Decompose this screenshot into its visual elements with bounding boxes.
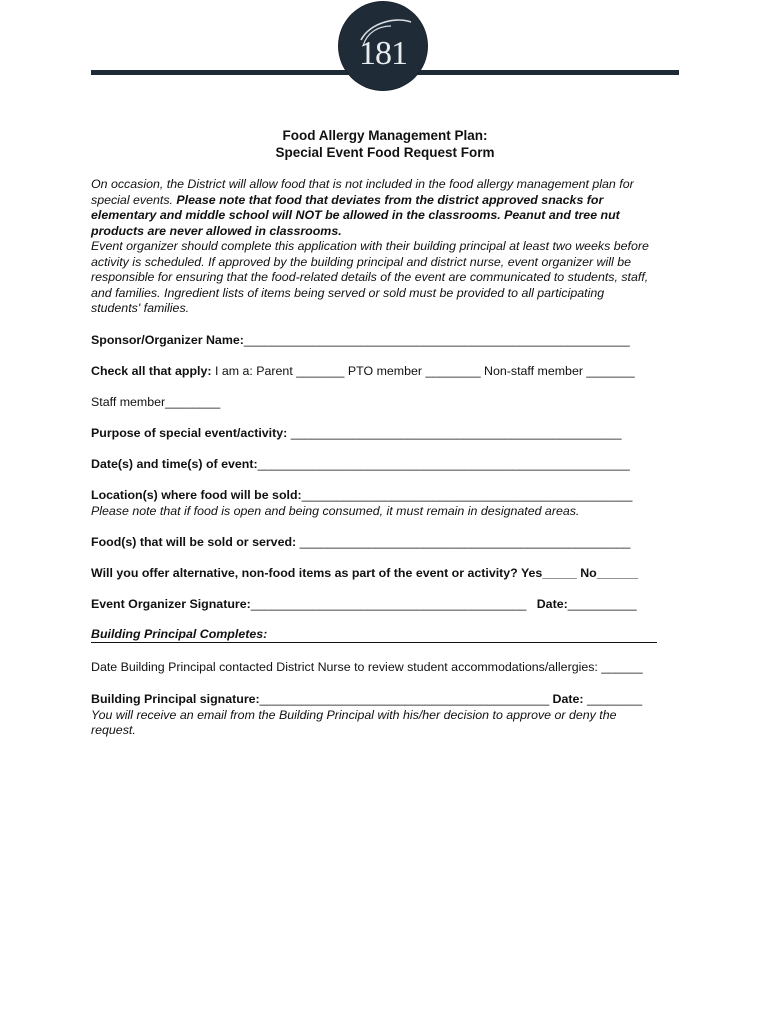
intro-warning: Please note that food that deviates from the district approved snacks for elementary and middle school will NOT be allowed in the classrooms. Peanut and tree nut products are never allowed in classrooms. — [91, 192, 620, 238]
dates-blank[interactable]: ______________________________________________________ — [257, 457, 630, 471]
sponsor-field[interactable] — [91, 333, 657, 349]
intro-text: On occasion, the District will allow food that is not included in the food allergy management plan for special events. — [91, 177, 634, 207]
district-logo — [339, 2, 427, 90]
purpose-field[interactable] — [91, 426, 657, 442]
sponsor-label: Sponsor/Organizer Name: — [91, 333, 244, 347]
staff-member-text[interactable]: Staff member________ — [91, 395, 221, 409]
purpose-blank[interactable]: ________________________________________________ — [287, 426, 622, 440]
principal-signature-field[interactable] — [91, 692, 657, 739]
dates-label: Date(s) and time(s) of event: — [91, 457, 258, 471]
nurse-contact-text[interactable]: Date Building Principal contacted District Nurse to review student accommodations/allergies: ______ — [91, 660, 643, 674]
organizer-signature-blank[interactable]: ________________________________________ — [250, 597, 527, 611]
principal-date-blank[interactable]: ________ — [586, 692, 643, 706]
alternative-field[interactable] — [91, 566, 657, 582]
dates-field[interactable] — [91, 457, 657, 473]
alternative-label[interactable]: Will you offer alternative, non-food items as part of the event or activity? Yes_____ No______ — [91, 566, 639, 580]
location-note: Please note that if food is open and being consumed, it must remain in designated areas. — [91, 503, 580, 518]
staff-member-option[interactable] — [91, 395, 657, 411]
foods-blank[interactable]: ________________________________________________ — [296, 535, 631, 549]
intro-instructions: Event organizer should complete this application with their building principal at least two weeks before activity is scheduled. If approved by the building principal and district nurse, event organizer will be responsible for ensuring that the food-related details of the event are communicated to students, staff, and families. Ingredient lists of items being served or sold must be provided to all participating students' families. — [91, 239, 649, 315]
role-options[interactable]: I am a: Parent _______ PTO member ________ Non-staff member _______ — [211, 364, 635, 378]
principal-signature-blank[interactable]: __________________________________________ — [259, 692, 550, 706]
organizer-date-blank[interactable]: __________ — [567, 597, 637, 611]
foods-label: Food(s) that will be sold or served: — [91, 535, 297, 549]
principal-note: You will receive an email from the Building Principal with his/her decision to approve or deny the request. — [91, 707, 617, 737]
sponsor-blank[interactable]: ________________________________________________________ — [243, 333, 630, 347]
principal-signature-label: Building Principal signature: — [91, 692, 260, 706]
organizer-signature-label: Event Organizer Signature: — [91, 597, 251, 611]
principal-date-label: Date: — [549, 692, 587, 706]
organizer-signature-field[interactable] — [91, 597, 657, 613]
check-label: Check all that apply: — [91, 364, 212, 378]
intro-paragraph — [91, 177, 651, 317]
purpose-label: Purpose of special event/activity: — [91, 426, 288, 440]
principal-section-heading: Building Principal Completes: — [91, 627, 657, 643]
page-title: Food Allergy Management Plan: — [282, 128, 488, 143]
logo-number: 181 — [359, 35, 407, 72]
foods-field[interactable] — [91, 535, 657, 551]
role-checklist[interactable] — [91, 364, 657, 380]
organizer-date-label: Date: — [526, 597, 568, 611]
location-field[interactable] — [91, 488, 657, 519]
nurse-contact-field[interactable] — [91, 660, 657, 676]
location-label: Location(s) where food will be sold: — [91, 488, 302, 502]
page-subtitle: Special Event Food Request Form — [275, 145, 495, 160]
location-blank[interactable]: ________________________________________________ — [301, 488, 633, 502]
